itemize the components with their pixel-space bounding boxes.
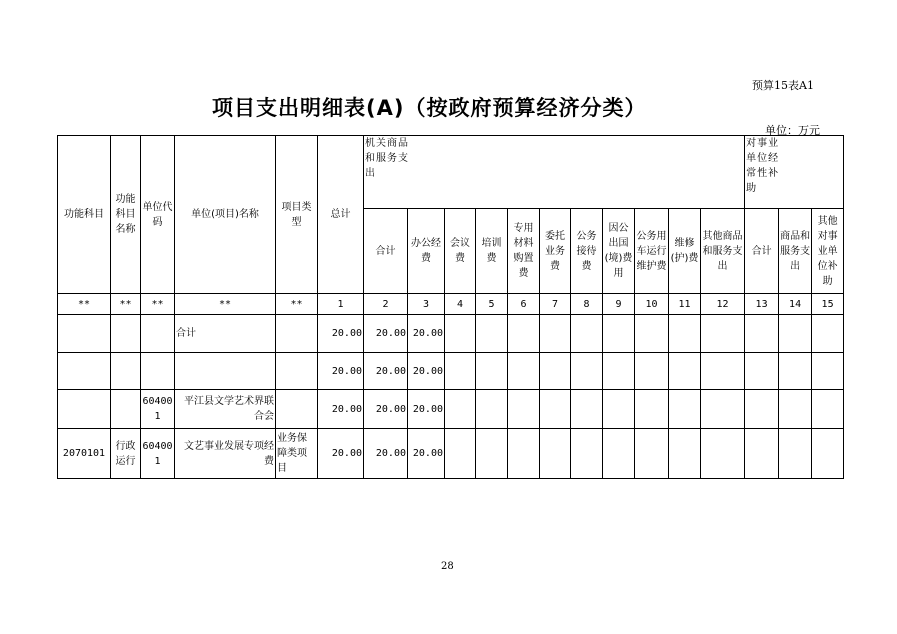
cell-empty	[669, 390, 701, 429]
header-subsidy-total: 合计	[745, 209, 779, 294]
cell-empty	[812, 315, 844, 353]
cell-empty	[779, 429, 812, 479]
cell-func-subject	[58, 390, 111, 429]
cell-office: 20.00	[408, 429, 445, 479]
cell-empty	[812, 353, 844, 390]
cell-empty	[445, 390, 476, 429]
cell-total: 20.00	[318, 353, 364, 390]
cell-empty	[540, 390, 571, 429]
cell-sub-total: 20.00	[364, 353, 408, 390]
cell-empty	[635, 429, 669, 479]
cell-empty	[571, 429, 603, 479]
page-title: 项目支出明细表(A)（按政府预算经济分类）	[212, 96, 647, 120]
cell-empty	[476, 315, 508, 353]
form-code: 预算15表A1	[752, 79, 814, 92]
page-number: 28	[441, 561, 454, 572]
cell-office: 20.00	[408, 390, 445, 429]
cell-empty	[476, 429, 508, 479]
index-cell: 11	[669, 294, 701, 315]
cell-func-name	[111, 390, 141, 429]
cell-empty	[669, 429, 701, 479]
index-cell: 10	[635, 294, 669, 315]
cell-func-name	[111, 353, 141, 390]
budget-table	[57, 135, 844, 479]
cell-type: 业务保障类项目	[276, 429, 318, 479]
header-project-type: 项目类型	[276, 136, 318, 294]
index-cell: 14	[779, 294, 812, 315]
header-group-subsidy	[745, 136, 844, 209]
cell-empty	[445, 429, 476, 479]
cell-empty	[540, 429, 571, 479]
cell-empty	[603, 429, 635, 479]
cell-func-subject: 2070101	[58, 429, 111, 479]
cell-empty	[745, 353, 779, 390]
index-cell: **	[175, 294, 276, 315]
cell-empty	[445, 353, 476, 390]
index-cell: 15	[812, 294, 844, 315]
header-office: 办公经费	[408, 209, 445, 294]
index-cell: 12	[701, 294, 745, 315]
index-cell: 1	[318, 294, 364, 315]
cell-empty	[635, 353, 669, 390]
cell-name: 平江县文学艺术界联合会	[175, 390, 276, 429]
header-subsidy-other: 其他对事业单位补助	[812, 209, 844, 294]
cell-empty	[779, 353, 812, 390]
header-other-goods: 其他商品和服务支出	[701, 209, 745, 294]
cell-empty	[669, 315, 701, 353]
cell-sub-total: 20.00	[364, 315, 408, 353]
index-cell: 4	[445, 294, 476, 315]
index-cell: 3	[408, 294, 445, 315]
cell-empty	[603, 353, 635, 390]
cell-empty	[635, 390, 669, 429]
cell-empty	[779, 390, 812, 429]
header-maintenance: 维修(护)费	[669, 209, 701, 294]
cell-empty	[476, 353, 508, 390]
index-cell: **	[111, 294, 141, 315]
cell-empty	[571, 315, 603, 353]
cell-empty	[812, 390, 844, 429]
table-row	[58, 315, 844, 353]
cell-empty	[635, 315, 669, 353]
header-group-goods-services-text: 机关商品和服务支出	[365, 138, 409, 179]
cell-empty	[508, 429, 540, 479]
cell-func-subject	[58, 315, 111, 353]
cell-empty	[779, 315, 812, 353]
cell-unit-code	[141, 315, 175, 353]
cell-total: 20.00	[318, 429, 364, 479]
index-cell: 9	[603, 294, 635, 315]
header-sub-total: 合计	[364, 209, 408, 294]
index-cell: **	[58, 294, 111, 315]
table-row	[58, 390, 844, 429]
index-cell: 5	[476, 294, 508, 315]
cell-empty	[540, 353, 571, 390]
header-reception: 公务接待费	[571, 209, 603, 294]
header-func-subject-name: 功能科目名称	[111, 136, 141, 294]
cell-empty	[603, 315, 635, 353]
header-abroad: 因公出国(境)费用	[603, 209, 635, 294]
cell-empty	[571, 390, 603, 429]
header-func-subject: 功能科目	[58, 136, 111, 294]
cell-empty	[745, 390, 779, 429]
cell-type	[276, 315, 318, 353]
index-cell: 8	[571, 294, 603, 315]
cell-empty	[476, 390, 508, 429]
cell-func-subject	[58, 353, 111, 390]
cell-type	[276, 353, 318, 390]
header-total: 总计	[318, 136, 364, 294]
index-row	[58, 294, 844, 315]
header-unit-project-name: 单位(项目)名称	[175, 136, 276, 294]
table-row	[58, 353, 844, 390]
cell-office: 20.00	[408, 315, 445, 353]
cell-empty	[745, 429, 779, 479]
header-group-goods-services	[364, 136, 745, 209]
cell-empty	[701, 315, 745, 353]
cell-empty	[701, 353, 745, 390]
cell-total: 20.00	[318, 390, 364, 429]
cell-empty	[701, 390, 745, 429]
header-meeting: 会议费	[445, 209, 476, 294]
cell-total: 20.00	[318, 315, 364, 353]
index-cell: **	[141, 294, 175, 315]
cell-name	[175, 353, 276, 390]
index-cell: 7	[540, 294, 571, 315]
table-row	[58, 429, 844, 479]
cell-func-name	[111, 315, 141, 353]
cell-func-name: 行政运行	[111, 429, 141, 479]
cell-name: 合计	[175, 315, 276, 353]
cell-office: 20.00	[408, 353, 445, 390]
header-entrusted: 委托业务费	[540, 209, 571, 294]
header-group-subsidy-text: 对事业单位经常性补助	[746, 138, 780, 194]
cell-empty	[701, 429, 745, 479]
cell-name: 文艺事业发展专项经费	[175, 429, 276, 479]
cell-empty	[571, 353, 603, 390]
header-materials: 专用材料购置费	[508, 209, 540, 294]
header-vehicle: 公务用车运行维护费	[635, 209, 669, 294]
cell-empty	[812, 429, 844, 479]
cell-empty	[745, 315, 779, 353]
cell-empty	[540, 315, 571, 353]
cell-unit-code: 604001	[141, 429, 175, 479]
header-subsidy-goods: 商品和服务支出	[779, 209, 812, 294]
index-cell: **	[276, 294, 318, 315]
cell-sub-total: 20.00	[364, 390, 408, 429]
cell-sub-total: 20.00	[364, 429, 408, 479]
cell-empty	[603, 390, 635, 429]
index-cell: 2	[364, 294, 408, 315]
cell-unit-code	[141, 353, 175, 390]
cell-empty	[445, 315, 476, 353]
header-training: 培训费	[476, 209, 508, 294]
header-unit-code: 单位代码	[141, 136, 175, 294]
cell-empty	[508, 315, 540, 353]
cell-empty	[669, 353, 701, 390]
cell-empty	[508, 353, 540, 390]
unit-label: 单位：万元	[765, 124, 820, 137]
index-cell: 6	[508, 294, 540, 315]
cell-unit-code: 604001	[141, 390, 175, 429]
cell-type	[276, 390, 318, 429]
index-cell: 13	[745, 294, 779, 315]
cell-empty	[508, 390, 540, 429]
